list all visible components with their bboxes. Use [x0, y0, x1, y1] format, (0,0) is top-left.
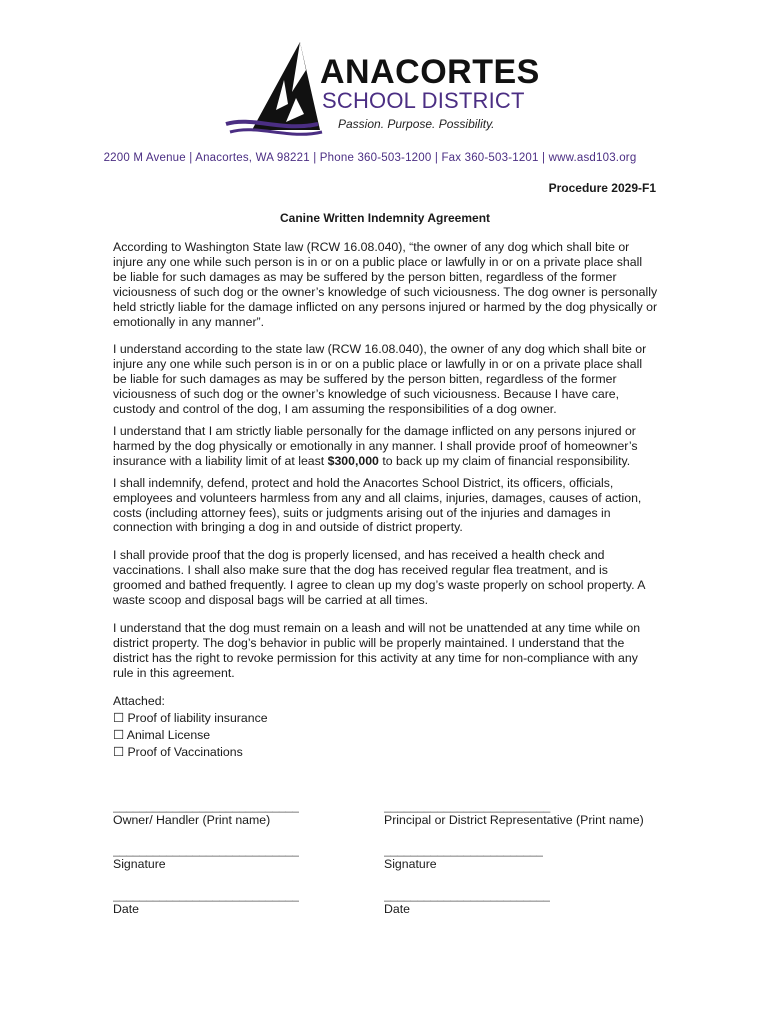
paragraph-liability [113, 424, 658, 469]
liability-text: I understand that I am strictly liable personally for the damage inflicted on any persons injured or harmed by the dog physically or emotionally in any manner. I shall provide proof of homeowner’s insurance with a liability limit of at least [113, 423, 638, 468]
owner-signature-field[interactable] [113, 843, 299, 872]
signature-line[interactable]: ____________________________ [113, 888, 299, 902]
attachments-label: Attached: [113, 693, 165, 708]
owner-print-name-field[interactable] [113, 799, 299, 828]
principal-print-name-field[interactable] [384, 799, 644, 828]
paragraph-proof: I shall provide proof that the dog is properly licensed, and has received a health check and vaccinations. I shall also make sure that the dog has received regular flea treatment, and is groomed and bathed frequently. I agree to clean up my dog’s waste properly on school property. A waste scoop and disposal bags will be carried at all times. [113, 548, 645, 608]
district-address: 2200 M Avenue | Anacortes, WA 98221 | Phone 360-503-1200 | Fax 360-503-1201 | www.asd103.org [103, 152, 637, 164]
paragraph-understanding: I understand according to the state law (RCW 16.08.040), the owner of any dog which shall bite or injure any one while such person is in or on a public place or lawfully in or on a private place shall be liable for such damages as may be suffered by the person bitten, regardless of the former viciousness of such dog or the owner’s knowledge of such viciousness. Because I have care, custody and control of the dog, I am assuming the responsibilities of a dog owner. [113, 342, 647, 417]
liability-text-end: to back up my claim of financial responsibility. [378, 453, 631, 468]
district-subtitle: SCHOOL DISTRICT [322, 88, 525, 113]
owner-date-field[interactable] [113, 888, 299, 917]
agreement-body [113, 240, 658, 762]
paragraph-rcw-quote: According to Washington State law (RCW 16.08.040), “the owner of any dog which shall bite or injure any one while such person is in or on a public place or lawfully in or on a private place shall be liable for such damages as may be suffered by the person bitten, regardless of the former viciousness of such dog or the owner’s knowledge of such viciousness. The dog owner is personally held strictly liable for the damage inflicted on any persons injured or harmed by the dog physically or emotionally in any manner”. [113, 240, 658, 329]
liability-amount: $300,000 [327, 453, 379, 468]
signature-label: Date [113, 902, 139, 916]
signature-label: Signature [384, 857, 437, 871]
signature-line[interactable]: _________________________ [384, 888, 550, 902]
document-title: Canine Written Indemnity Agreement [279, 211, 491, 225]
principal-signature-field[interactable] [384, 843, 543, 872]
principal-date-field[interactable] [384, 888, 550, 917]
attachment-item[interactable]: ☐ Proof of Vaccinations [113, 744, 243, 759]
attachment-item[interactable]: ☐ Proof of liability insurance [113, 710, 268, 725]
signature-line[interactable]: ____________________________ [113, 799, 299, 813]
signature-label: Signature [113, 857, 166, 871]
signature-label: Date [384, 902, 410, 916]
signature-label: Owner/ Handler (Print name) [113, 813, 271, 827]
signature-line[interactable]: ____________________________ [113, 843, 299, 857]
procedure-number: Procedure 2029-F1 [548, 181, 656, 195]
signature-line[interactable]: ________________________ [384, 843, 544, 857]
attachment-item[interactable]: ☐ Animal License [113, 727, 211, 742]
signature-line[interactable]: _________________________ [384, 799, 550, 813]
paragraph-leash: I understand that the dog must remain on a leash and will not be unattended at any time while on district property. The dog’s behavior in public will be properly maintained. I understand that the district has the right to revoke permission for this activity at any time for non-compliance with any rule in this agreement. [113, 620, 641, 680]
district-name: ANACORTES [320, 53, 540, 91]
paragraph-indemnify: I shall indemnify, defend, protect and hold the Anacortes School District, its officers, officials, employees and volunteers harmless from any and all claims, injuries, damages, causes of action, costs (including attorney fees), suits or judgments arising out of the injuries and damages in connection with bringing a dog in and outside of district property. [113, 475, 642, 535]
signature-label: Principal or District Representative (Print name) [384, 813, 644, 827]
district-tagline: Passion. Purpose. Possibility. [338, 117, 495, 131]
attachments-list [113, 694, 658, 762]
